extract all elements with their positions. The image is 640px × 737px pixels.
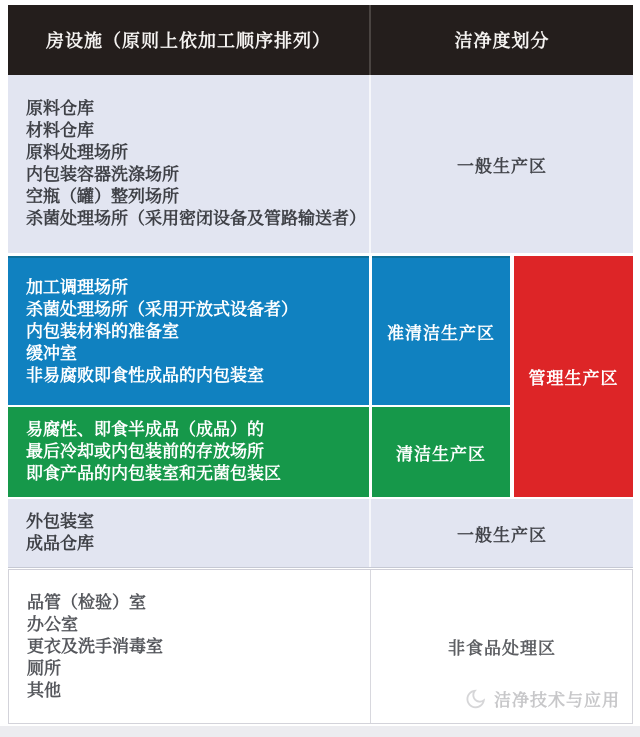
facility-line: 缓冲室 [26, 343, 77, 364]
non-food-row [8, 569, 633, 724]
facility-line: 原料处理场所 [26, 143, 128, 163]
facility-line: 内包装材料的准备室 [26, 321, 179, 342]
watermark [465, 686, 620, 711]
facility-line: 成品仓库 [26, 534, 94, 554]
facility-line: 杀菌处理场所（采用密闭设备及管路输送者） [26, 209, 366, 229]
facility-line: 内包装容器洗涤场所 [26, 165, 179, 185]
quasi-clean-facilities-cell [8, 256, 369, 405]
facility-line: 厕所 [27, 658, 61, 679]
cleanliness-header-cell: 洁净度划分 [454, 31, 550, 52]
watermark-label: 洁净技术与应用 [494, 691, 620, 711]
zone-cell-non-food: 非食品处理区 [448, 639, 556, 659]
column-gap-divider [369, 256, 372, 497]
bottom-edge-strip [0, 726, 640, 737]
facility-list-quasi-clean [8, 258, 386, 405]
facility-line: 杀菌处理场所（采用开放式设备者） [26, 299, 298, 320]
facility-line: 加工调理场所 [26, 277, 128, 298]
general-production-row-2 [8, 499, 633, 568]
table-header-row [8, 5, 633, 75]
general-production-row-1 [8, 75, 633, 253]
zone-cell-general-1: 一般生产区 [457, 156, 547, 177]
facility-line: 外包装室 [26, 512, 94, 532]
row-column-divider [370, 570, 371, 723]
facility-list-general-1 [8, 75, 386, 253]
facility-line: 最后冷却或内包装前的存放场所 [26, 442, 264, 462]
facility-line: 非易腐败即食性成品的内包装室 [26, 365, 264, 386]
crescent-logo-icon [465, 688, 487, 710]
facility-list-clean [8, 407, 386, 497]
facility-line: 空瓶（罐）整列场所 [26, 187, 179, 207]
facility-line: 更衣及洗手消毒室 [27, 636, 163, 657]
facility-list-non-food [9, 570, 387, 723]
facility-line: 即食产品的内包装室和无菌包装区 [26, 464, 281, 484]
facility-line: 品管（检验）室 [27, 592, 146, 613]
facility-list-general-2 [8, 499, 386, 567]
facility-line: 易腐性、即食半成品（成品）的 [26, 420, 264, 440]
zone-cell-general-2: 一般生产区 [457, 525, 547, 546]
facilities-header-cell: 房设施（原则上依加工顺序排列） [46, 31, 331, 52]
zone-cell-quasi-clean: 准清洁生产区 [372, 256, 510, 405]
facility-line: 办公室 [27, 614, 78, 635]
zone-cell-clean: 清洁生产区 [372, 407, 510, 497]
facility-line: 材料仓库 [26, 121, 94, 141]
zone-cell-management: 管理生产区 [514, 256, 633, 497]
clean-facilities-cell [8, 407, 369, 497]
facility-line: 原料仓库 [26, 99, 94, 119]
facility-line: 其他 [27, 680, 61, 701]
